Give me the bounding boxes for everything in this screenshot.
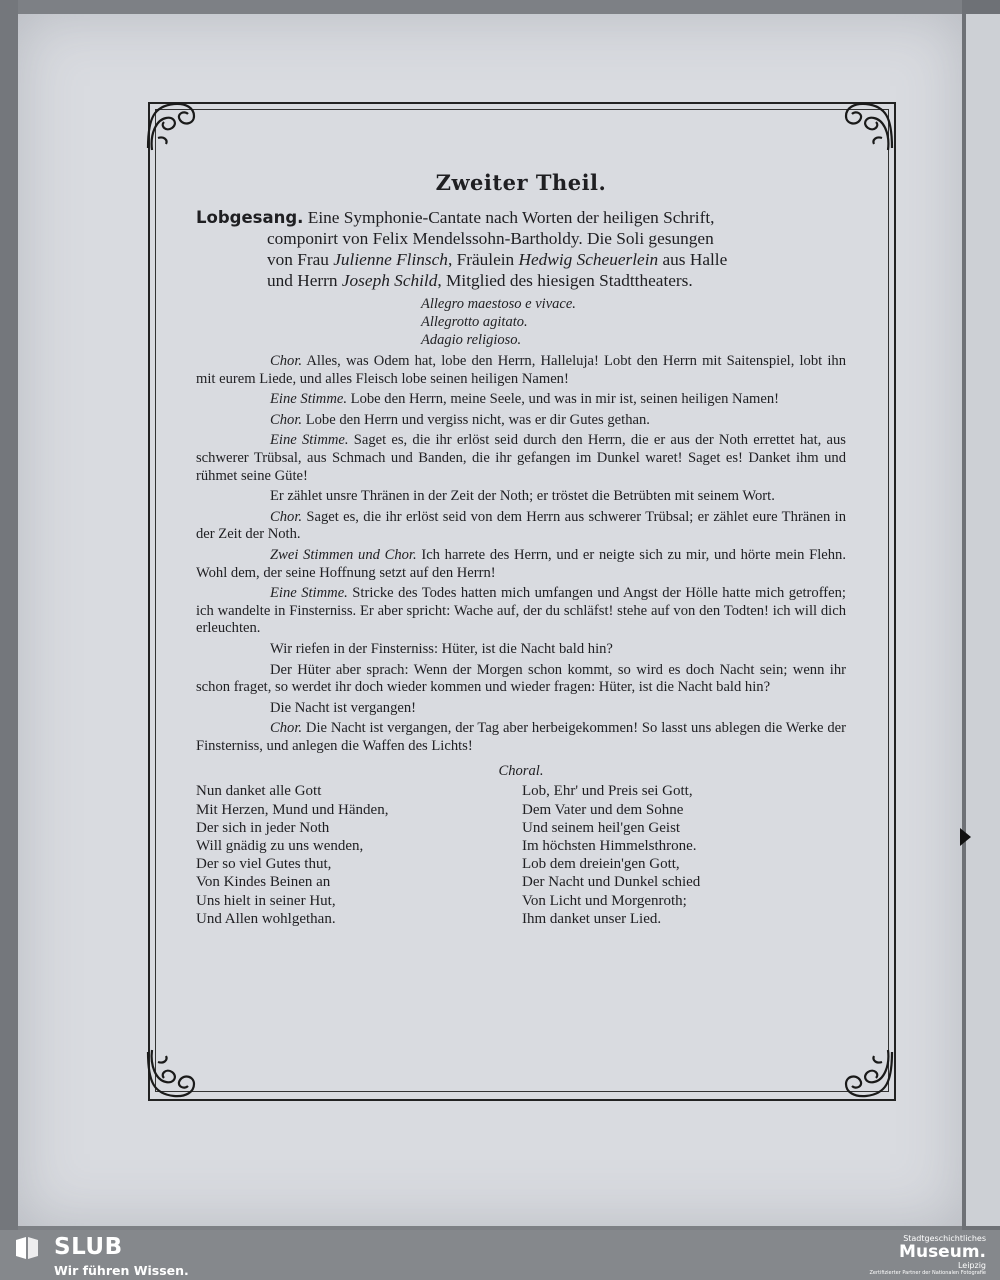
verse-text: Alles, was Odem hat, lobe den Herrn, Halleluja! Lobt den Herrn mit Saitenspiel, lobt ihn mit eurem Liede, und alles Fleisch lobe seinen heiligen Namen! (196, 353, 846, 387)
section-heading: Zweiter Theil. (435, 170, 607, 195)
left-page-edge (0, 0, 18, 1230)
intro-line (196, 270, 846, 291)
libretto-paragraph (196, 641, 846, 659)
museum-name: Museum. (899, 1242, 986, 1262)
museum-subtitle: Stadtgeschichtliches (903, 1234, 986, 1243)
speaker-label: Chor. (270, 508, 303, 525)
speaker-label: Eine Stimme. (270, 432, 349, 449)
libretto-paragraph (196, 488, 846, 506)
libretto-paragraph (196, 720, 846, 755)
intro-text: , Fräulein (447, 250, 519, 269)
intro-line (196, 249, 846, 270)
verse-line: Uns hielt in seiner Hut, (196, 892, 336, 909)
corner-ornament-icon (144, 98, 200, 154)
verse-line: Und Allen wohlgethan. (196, 910, 336, 927)
verse-line: Lob, Ehr' und Preis sei Gott, (522, 783, 693, 800)
choral-stanza-right (520, 782, 846, 928)
museum-logo[interactable] (869, 1234, 986, 1276)
speaker-label: Chor. (270, 353, 303, 369)
libretto-paragraph (196, 662, 846, 697)
choral-verses (196, 782, 846, 928)
slub-name[interactable]: SLUB (54, 1234, 123, 1260)
choral-heading: Choral. (498, 763, 544, 780)
verse-text: Wir riefen in der Finsterniss: Hüter, ist die Nacht bald hin? (270, 640, 613, 657)
verse-line: Und seinem heil'gen Geist (522, 819, 681, 836)
intro-text: componirt von Felix Mendelssohn-Bartholdy. Die Soli gesungen (267, 229, 714, 248)
libretto-paragraph (196, 509, 846, 544)
verse-line: Mit Herzen, Mund und Händen, (196, 801, 389, 818)
corner-ornament-icon (144, 1046, 200, 1102)
soloist-name: Hedwig Scheuerlein (518, 250, 659, 269)
verse-line: Dem Vater und dem Sohne (522, 801, 684, 818)
verse-text: Die Nacht ist vergangen, der Tag aber herbeigekommen! So lasst uns ablegen die Werke der Finsterniss, und anlegen die Waffen des Lichts! (196, 720, 846, 754)
verse-text: Er zählet unsre Thränen in der Zeit der Noth; er tröstet die Betrübten mit seinem Wort. (270, 488, 775, 505)
verse-line: Will gnädig zu uns wenden, (196, 838, 364, 855)
speaker-label: Chor. (270, 720, 303, 737)
verse-line: Im höchsten Himmelsthrone. (522, 838, 697, 855)
intro-text: und Herrn (267, 271, 342, 290)
libretto-paragraph (196, 353, 846, 388)
verse-text: Ich harrete des Herrn, und er neigte sich zu mir, und hörte mein Flehn. Wohl dem, der seine Hoffnung setzt auf den Herrn! (196, 546, 847, 581)
verse-line: Lob dem dreiein'gen Gott, (522, 856, 680, 873)
work-introduction (196, 207, 846, 291)
museum-certification: Zertifizierter Partner der Nationalen Fotografie (869, 1270, 986, 1276)
corner-ornament-icon (840, 98, 896, 154)
libretto-paragraph (196, 412, 846, 430)
libretto-paragraph (196, 391, 846, 409)
speaker-label: Chor. (270, 411, 303, 428)
verse-text: Stricke des Todes hatten mich umfangen und Angst der Hölle hatte mich getroffen; ich wandelte in Finsterniss. Er aber spricht: Wache auf, der du schläfst! stehe auf von den Todten! ich will dich erleuchten. (196, 585, 846, 637)
verse-text: Der Hüter aber sprach: Wenn der Morgen schon kommt, so wird es doch Nacht sein; wenn ihr schon fraget, so werdet ihr doch wieder kommen und wieder fragen: Hüter, ist die Nacht bald hin? (196, 661, 846, 696)
verse-line: Von Kindes Beinen an (196, 874, 331, 891)
verse-text: Lobe den Herrn, meine Seele, und was in mir ist, seinen heiligen Namen! (347, 391, 780, 408)
slub-tagline: Wir führen Wissen. (54, 1263, 189, 1278)
intro-text: von Frau (267, 250, 334, 269)
verse-line: Der Nacht und Dunkel schied (522, 874, 701, 891)
tempo-markings (421, 295, 846, 349)
verse-text: Die Nacht ist vergangen! (270, 699, 417, 716)
verse-line: Der sich in jeder Noth (196, 819, 330, 836)
tempo-marking: Allegro maestoso e vivace. (421, 296, 576, 312)
intro-text: , Mitglied des hiesigen Stadttheaters. (437, 271, 693, 290)
libretto-paragraph (196, 585, 846, 638)
verse-line: Ihm danket unser Lied. (522, 910, 662, 927)
museum-city: Leipzig (957, 1261, 986, 1270)
corner-ornament-icon (840, 1046, 896, 1102)
soloist-name: Julienne Flinsch (333, 250, 448, 269)
libretto-paragraph (196, 547, 846, 582)
tempo-marking: Adagio religioso. (421, 332, 522, 348)
next-page-arrow-icon[interactable] (960, 828, 971, 846)
libretto-text (196, 353, 846, 755)
soloist-name: Joseph Schild (341, 271, 438, 290)
intro-line (196, 228, 846, 249)
speaker-label: Zwei Stimmen und Chor. (270, 546, 417, 563)
verse-line: Der so viel Gutes thut, (196, 856, 332, 873)
slub-logo-icon[interactable] (14, 1236, 40, 1260)
verse-text: Saget es, die ihr erlöst seid von dem Herrn aus schwerer Trübsal; er zählet eure Thränen in der Zeit der Noth. (196, 508, 846, 543)
tempo-marking: Allegrotto agitato. (421, 314, 528, 330)
work-title: Lobgesang. (196, 208, 304, 227)
verse-line: Von Licht und Morgenroth; (522, 892, 687, 909)
speaker-label: Eine Stimme. (270, 585, 348, 602)
intro-text: aus Halle (658, 250, 728, 269)
next-page-edge (966, 14, 1000, 1226)
document-content (196, 170, 846, 928)
verse-line: Nun danket alle Gott (196, 783, 322, 800)
libretto-paragraph (196, 700, 846, 718)
choral-stanza-left (196, 782, 520, 928)
speaker-label: Eine Stimme. (270, 391, 348, 408)
verse-text: Lobe den Herrn und vergiss nicht, was er dir Gutes gethan. (302, 411, 650, 428)
intro-text: Eine Symphonie-Cantate nach Worten der heiligen Schrift, (303, 208, 715, 227)
verse-text: Saget es, die ihr erlöst seid durch den Herrn, die er aus der Noth errettet hat, aus schwerer Trübsal, aus Schmach und Banden, die ihr gefangen im Dunkel waret! Saget es! Danket ihm und rühmet seine Güte! (196, 432, 846, 484)
libretto-paragraph (196, 432, 846, 485)
